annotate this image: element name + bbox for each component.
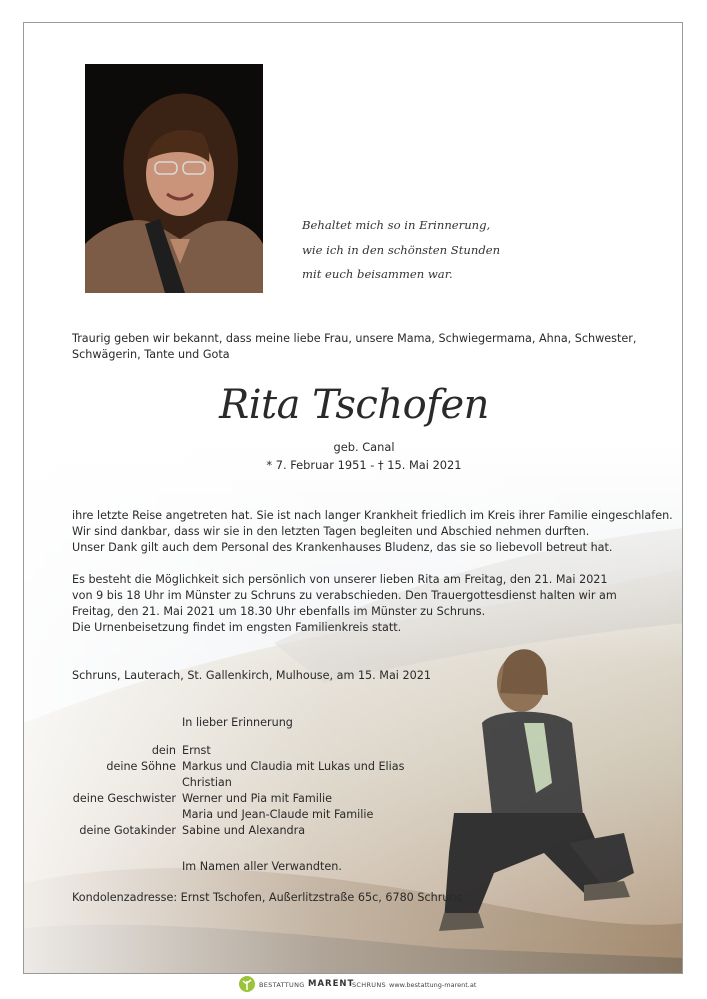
passage-text bbox=[72, 508, 673, 556]
footer-url[interactable]: www.bestattung-marent.at bbox=[389, 981, 477, 989]
passage-line: ihre letzte Reise angetreten hat. Sie ist nach langer Krankheit friedlich im Kreis ihrer Familie eingeschlafen. bbox=[72, 509, 673, 522]
mourner-label: dein bbox=[151, 744, 176, 757]
mourner-row bbox=[72, 743, 404, 759]
mourner-label bbox=[72, 775, 182, 791]
mourner-value: Maria und Jean-Claude mit Familie bbox=[182, 808, 374, 821]
mourner-row bbox=[72, 791, 404, 807]
mourner-value: Sabine und Alexandra bbox=[182, 824, 306, 837]
deceased-name: Rita Tschofen bbox=[219, 382, 489, 428]
mourner-value: Werner und Pia mit Familie bbox=[182, 792, 332, 805]
ceremony-text bbox=[72, 572, 617, 636]
mourners-closing: Im Namen aller Verwandten. bbox=[182, 860, 342, 873]
mourner-value: Christian bbox=[182, 776, 232, 789]
quote-line: mit euch beisammen war. bbox=[302, 267, 453, 281]
footer-bestattung: BESTATTUNG bbox=[259, 981, 305, 989]
footer-marent: MARENT bbox=[308, 979, 355, 989]
mourner-row bbox=[72, 823, 404, 839]
obituary-card bbox=[23, 22, 683, 974]
passage-line: Unser Dank gilt auch dem Personal des Krankenhauses Bludenz, das sie so liebevoll betreut hat. bbox=[72, 541, 613, 554]
mourners-heading: In lieber Erinnerung bbox=[182, 716, 293, 729]
passage-line: Wir sind dankbar, dass wir sie in den letzten Tagen begleiten und Abschied nehmen durften. bbox=[72, 525, 590, 538]
intro-line-1: Traurig geben wir bekannt, dass meine liebe Frau, unsere Mama, Schwiegermama, Ahna, Schwester, bbox=[72, 332, 637, 345]
leaf-logo-icon bbox=[238, 975, 256, 993]
mourner-row bbox=[72, 775, 404, 791]
footer-schruns: SCHRUNS bbox=[352, 981, 386, 989]
memorial-quote bbox=[302, 213, 500, 287]
mourner-row bbox=[72, 807, 404, 823]
funeral-home-footer bbox=[0, 975, 707, 999]
mourner-row bbox=[72, 759, 404, 775]
ceremony-line: Die Urnenbeisetzung findet im engsten Familienkreis statt. bbox=[72, 621, 402, 634]
place-date: Schruns, Lauterach, St. Gallenkirch, Mulhouse, am 15. Mai 2021 bbox=[72, 669, 431, 682]
mourners-list bbox=[72, 743, 404, 839]
quote-line: wie ich in den schönsten Stunden bbox=[302, 242, 501, 257]
ceremony-line: Freitag, den 21. Mai 2021 um 18.30 Uhr ebenfalls im Münster zu Schruns. bbox=[72, 605, 486, 618]
intro-line-2: Schwägerin, Tante und Gota bbox=[72, 348, 230, 361]
mourner-value: Markus und Claudia mit Lukas und Elias bbox=[182, 760, 405, 773]
ceremony-line: Es besteht die Möglichkeit sich persönlich von unserer lieben Rita am Freitag, den 21. Mai 2021 bbox=[72, 573, 608, 586]
portrait-photo bbox=[85, 64, 263, 293]
mourner-value: Ernst bbox=[182, 744, 211, 757]
mourner-label: deine Gotakinder bbox=[79, 824, 176, 837]
ceremony-line: von 9 bis 18 Uhr im Münster zu Schruns zu verabschieden. Den Trauergottesdienst halten wir am bbox=[72, 589, 617, 602]
birth-name: geb. Canal bbox=[333, 440, 395, 454]
mourner-label bbox=[72, 807, 182, 823]
mourner-label: deine Geschwister bbox=[72, 792, 176, 805]
intro-text bbox=[72, 331, 636, 363]
mourner-label: deine Söhne bbox=[106, 760, 176, 773]
quote-line: Behaltet mich so in Erinnerung, bbox=[302, 218, 491, 232]
life-dates: * 7. Februar 1951 - † 15. Mai 2021 bbox=[266, 458, 462, 472]
condolence-address: Kondolenzadresse: Ernst Tschofen, Außerlitzstraße 65c, 6780 Schruns bbox=[72, 891, 463, 904]
